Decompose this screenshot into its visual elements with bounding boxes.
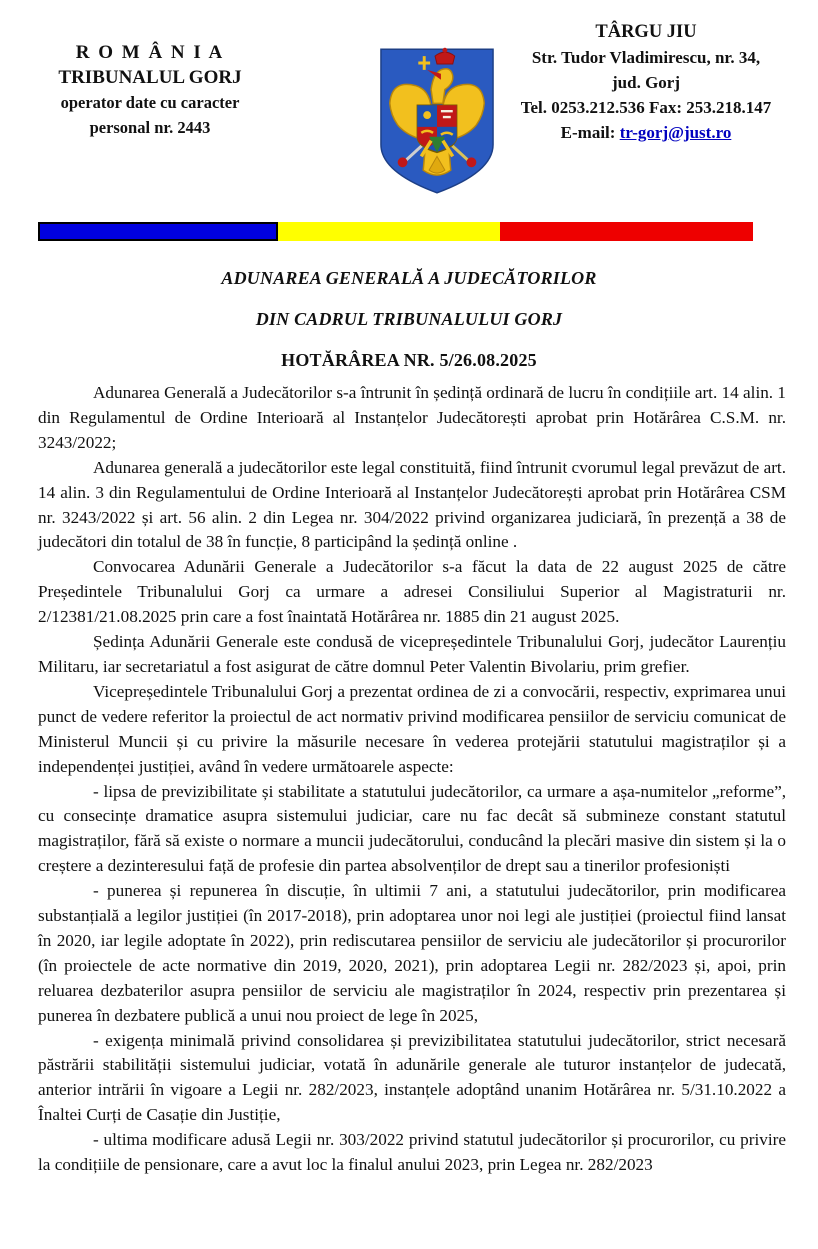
bullet-paragraph: - lipsa de previzibilitate și stabilitate a statutului judecătorilor, ca urmare a așa-numitelor „reforme”, cu consecințe dramatice asupra sistemului judiciar, care nu fac decât să submineze constant statutul magistraților, fără să existe o normare a muncii judecătorului, conducând la plecări masive din sistem și la o creștere a dezinteresului față de profesie din partea absolvenților de drept sau a tinerilor profesioniști xyxy=(38,781,786,876)
contact-block xyxy=(486,20,806,145)
country-name: R O M Â N I A xyxy=(75,42,225,63)
decision-number: HOTĂRÂREA NR. 5/26.08.2025 xyxy=(281,350,537,370)
paragraph: Ședința Adunării Generale este condusă de vicepreședintele Tribunalului Gorj, judecător Laurențiu Militaru, iar secretariatul a fost asigurat de către domnul Peter Valentin Bivolariu, prim grefier. xyxy=(38,632,786,676)
title-line-1: ADUNAREA GENERALĂ A JUDECĂTORILOR xyxy=(221,268,597,288)
paragraph: Convocarea Adunării Generale a Judecătorilor s-a făcut la data de 22 august 2025 de către Președintele Tribunalului Gorj ca urmare a adresei Consiliului Superior al Magistraturii nr. 2/12381/21.08.2025 prin care a fost înaintată Hotărârea nr. 1885 din 21 august 2025. xyxy=(38,557,786,627)
paragraph: Vicepreședintele Tribunalului Gorj a prezentat ordinea de zi a convocării, respectiv, exprimarea unui punct de vedere referitor la proiectul de act normativ privind modificarea pensiilor de serviciu comunicat de Ministerul Muncii și cu privire la măsurile necesare în vederea protejării statutului magistraților și a independenței justiției, având în vedere următoarele aspecte: xyxy=(38,681,786,776)
bullet-paragraph: - exigența minimală privind consolidarea și previzibilitatea statutului judecătorilor, strict necesară păstrării stabilității sistemului judiciar, votată în adunările generale ale tuturor instanțelor de judecată, anterior intrării în vigoare a Legii nr. 282/2023, instanțele adoptând unanim Hotărârea nr. 5/31.10.2022 a Înaltei Curți de Casație din Justiție, xyxy=(38,1030,786,1125)
data-operator-line2: personal nr. 2443 xyxy=(89,118,211,137)
romanian-flag-bar xyxy=(38,222,753,241)
bullet-paragraph: - punerea și repunerea în discuție, în ultimii 7 ani, a statutului judecătorilor, prin modificarea substanțială a legilor justiției (în 2017-2018), prin adoptarea unor noi legi ale justiției (proiectul fiind lansat în 2020, iar legile adoptate în 2022), prin rediscutarea pensiilor de serviciu ale judecătorilor și procurorilor (în proiectele de acte normative din 2019, 2020, 2021), prin adoptarea Legii nr. 282/2023 și, apoi, prin reluarea dezbaterilor asupra pensiilor de serviciu ale magistraților în 2024, respectiv prin prezentarea și punerea în dezbatere publică a unui nou proiect de lege în 2025, xyxy=(38,881,786,1025)
street-address: Str. Tudor Vladimirescu, nr. 34, xyxy=(531,48,761,67)
institution-block xyxy=(40,40,260,140)
flag-blue-segment xyxy=(38,222,278,241)
email-row xyxy=(486,120,806,145)
data-operator-line1: operator date cu caracter xyxy=(60,93,240,112)
court-name: TRIBUNALUL GORJ xyxy=(58,67,242,88)
phone-fax: Tel. 0253.212.536 Fax: 253.218.147 xyxy=(520,98,772,117)
email-label: E-mail: xyxy=(560,123,616,142)
flag-red-segment xyxy=(500,222,753,241)
paragraph: Adunarea Generală a Judecătorilor s-a întrunit în ședință ordinară de lucru în condițiile art. 14 alin. 1 din Regulamentul de Ordine Interioară al Instanțelor Judecătorești aprobat prin Hotărârea C.S.M. nr. 3243/2022; xyxy=(38,383,786,452)
bullet-paragraph: - ultima modificare adusă Legii nr. 303/2022 privind statutul judecătorilor și procurorilor, cu privire la condițiile de pensionare, care a avut loc la finalul anului 2023, prin Legea nr. 282/2023 xyxy=(38,1130,786,1175)
email-link[interactable]: tr-gorj@just.ro xyxy=(619,123,732,142)
title-line-2: DIN CADRUL TRIBUNALULUI GORJ xyxy=(255,309,563,329)
document-title-block xyxy=(0,268,818,371)
county: jud. Gorj xyxy=(612,73,680,92)
paragraph: Adunarea generală a judecătorilor este legal constituită, fiind întrunit cvorumul legal prevăzut de art. 14 alin. 3 din Regulamentului de Ordine Interioară al Instanțelor Judecătorești aprobat prin Hotărârea CSM nr. 3243/2022 și art. 56 alin. 2 din Legea nr. 304/2022 privind organizarea judiciară, în prezență a 38 de judecători din totalul de 38 în funcție, 8 participând la ședință online . xyxy=(38,457,786,552)
flag-yellow-segment xyxy=(278,222,500,241)
document-body xyxy=(38,381,786,1178)
romania-coat-of-arms-icon xyxy=(378,45,496,197)
letterhead xyxy=(0,0,818,210)
city-name: TÂRGU JIU xyxy=(595,22,697,42)
